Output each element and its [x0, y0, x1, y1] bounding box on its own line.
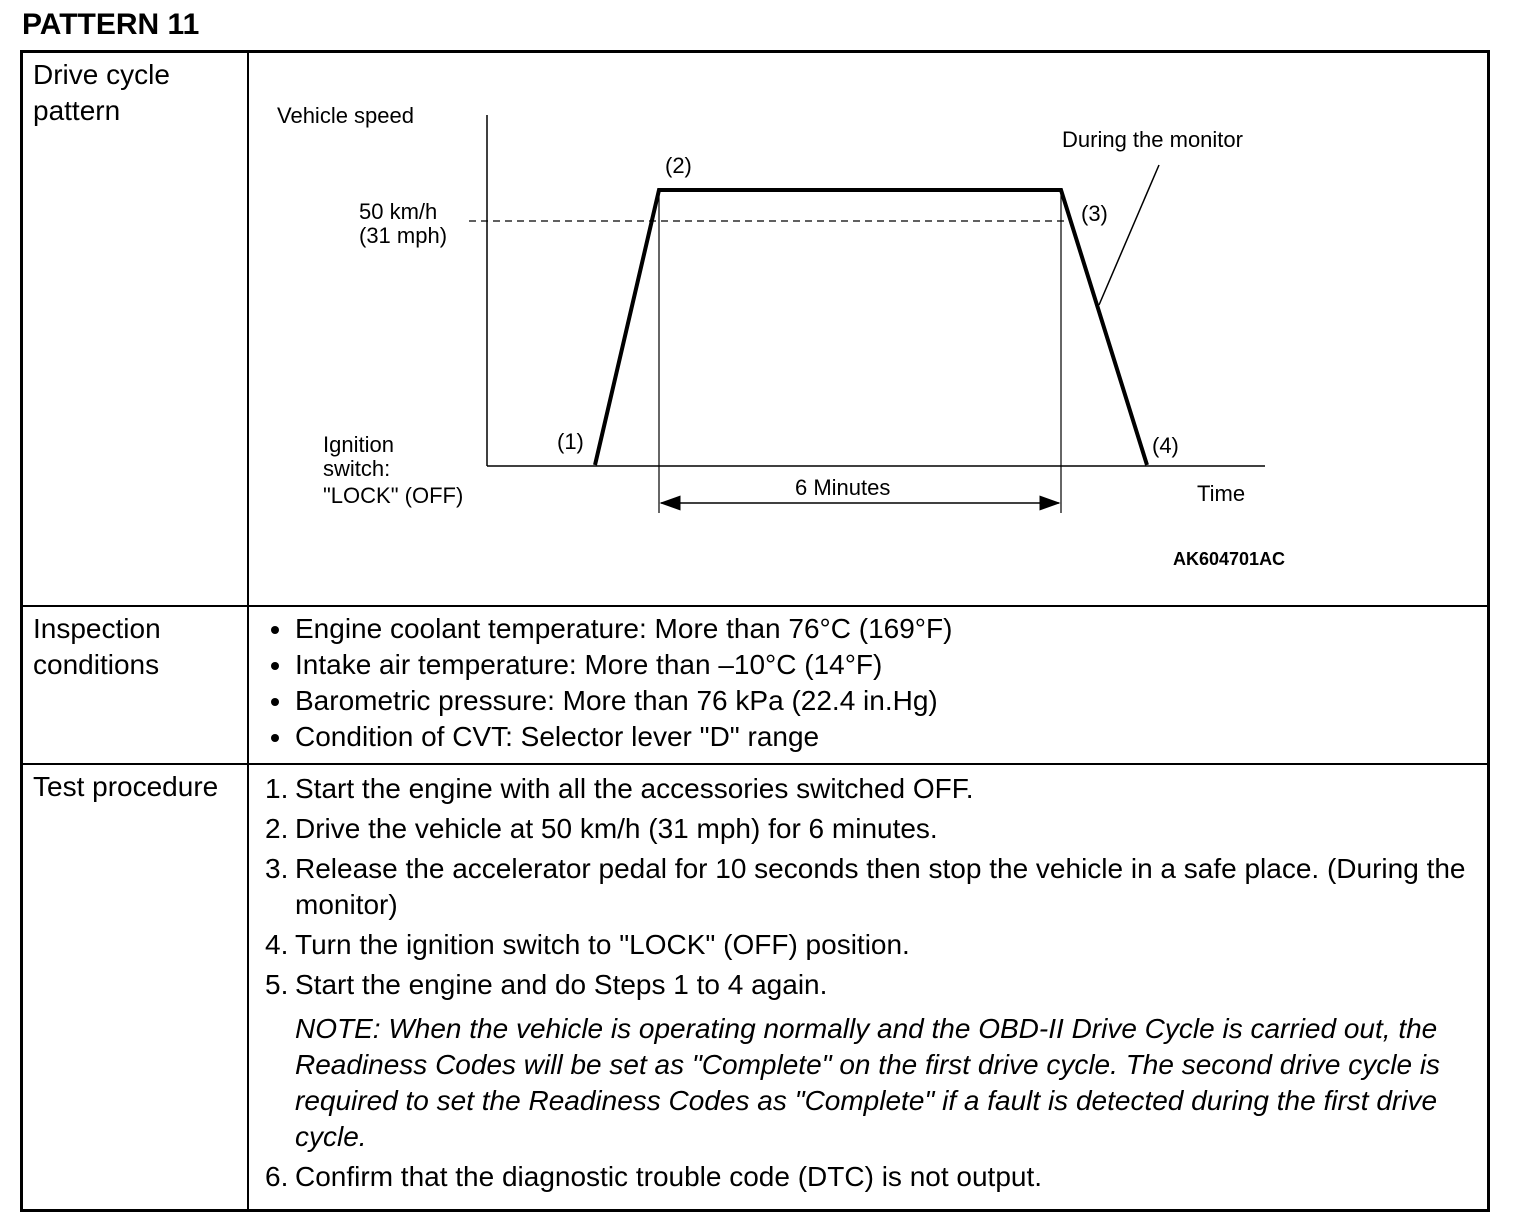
inspection-conditions-cell: [248, 606, 1489, 764]
step-text: Turn the ignition switch to "LOCK" (OFF) position.: [295, 929, 910, 960]
step-text: Drive the vehicle at 50 km/h (31 mph) for 6 minutes.: [295, 813, 938, 844]
step-text: Release the accelerator pedal for 10 seconds then stop the vehicle in a safe place. (During the monitor): [295, 853, 1466, 920]
speed-label-kmh: 50 km/h: [359, 199, 438, 224]
point-label-2: (2): [665, 153, 692, 178]
point-label-4: (4): [1152, 433, 1179, 458]
point-label-1: (1): [557, 429, 584, 454]
duration-label: 6 Minutes: [795, 475, 891, 500]
step-number: 6.: [265, 1161, 289, 1192]
row-label-test: Test procedure: [22, 764, 249, 1211]
list-item: [265, 771, 1487, 807]
list-item: Barometric pressure: More than 76 kPa (22.4 in.Hg): [265, 683, 1487, 719]
monitor-label: During the monitor: [1062, 127, 1243, 152]
test-procedure-list: [249, 765, 1487, 1003]
drive-cycle-diagram: [249, 53, 1487, 601]
point-label-3: (3): [1081, 201, 1108, 226]
table-row: [22, 764, 1489, 1211]
table-row: [22, 52, 1489, 607]
list-item: Condition of CVT: Selector lever "D" range: [265, 719, 1487, 755]
drive-cycle-diagram-cell: [248, 52, 1489, 607]
list-item: [265, 967, 1487, 1003]
y-axis-label: Vehicle speed: [277, 103, 414, 128]
drive-cycle-table: [20, 50, 1490, 1212]
test-procedure-cell: [248, 764, 1489, 1211]
x-axis-label: Time: [1197, 481, 1246, 506]
procedure-note: NOTE: When the vehicle is operating normally and the OBD-II Drive Cycle is carried out, the Readiness Codes will be set as "Complete" on the first drive cycle. The second drive cycle is required to set the Readiness Codes as "Complete" if a fault is detected during the first drive cycle.: [295, 1013, 1441, 1152]
list-item: Intake air temperature: More than –10°C (14°F): [265, 647, 1487, 683]
row-label-drive-cycle: Drive cycle pattern: [22, 52, 249, 607]
start-label-line2: switch:: [323, 456, 391, 481]
monitor-leader-line: [1099, 165, 1159, 305]
figure-code: AK604701AC: [1173, 549, 1286, 569]
step-text: Confirm that the diagnostic trouble code (DTC) is not output.: [295, 1161, 1043, 1192]
list-item: [265, 1159, 1487, 1195]
speed-label-mph: (31 mph): [359, 223, 448, 248]
step-number: 2.: [265, 813, 289, 844]
table-row: [22, 606, 1489, 764]
speed-profile-line: [595, 190, 1147, 465]
step-number: 3.: [265, 853, 289, 884]
start-label-line3: "LOCK" (OFF): [323, 483, 464, 508]
list-item: Engine coolant temperature: More than 76°C (169°F): [265, 611, 1487, 647]
step-number: 5.: [265, 969, 289, 1000]
step-text: Start the engine with all the accessories switched OFF.: [295, 773, 974, 804]
inspection-conditions-list: [249, 607, 1487, 755]
test-procedure-final-list: [249, 1159, 1487, 1195]
start-label-line1: Ignition: [323, 432, 394, 457]
drive-cycle-chart: [249, 53, 1507, 601]
list-item: [265, 811, 1487, 847]
list-item: [265, 851, 1487, 923]
row-label-inspection: Inspection conditions: [22, 606, 249, 764]
step-text: Start the engine and do Steps 1 to 4 again.: [295, 969, 828, 1000]
step-number: 4.: [265, 929, 289, 960]
step-number: 1.: [265, 773, 289, 804]
list-item: [265, 927, 1487, 963]
page-title: PATTERN 11: [22, 8, 200, 41]
